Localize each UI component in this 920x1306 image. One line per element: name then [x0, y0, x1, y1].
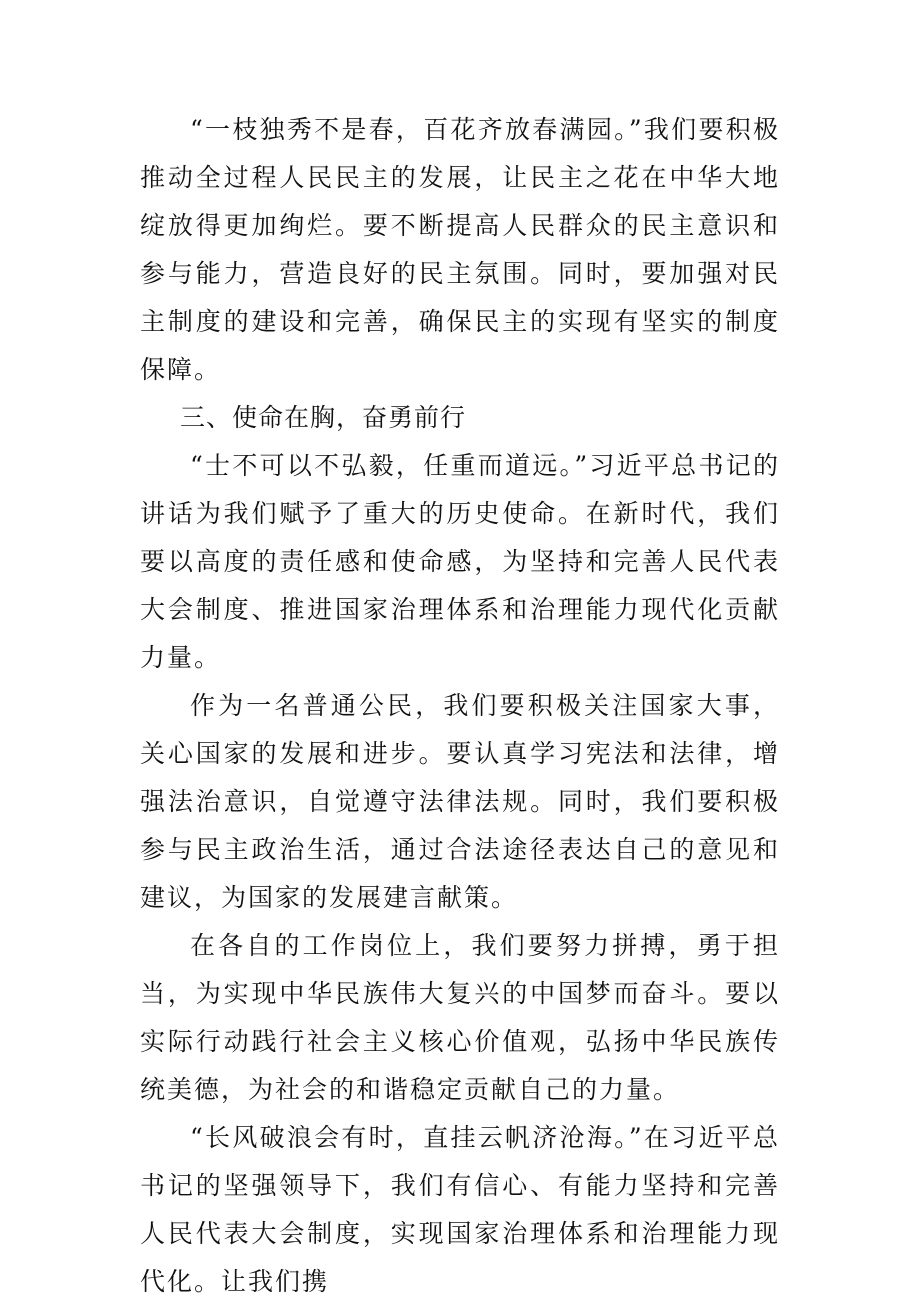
paragraph-work-posts: 在各自的工作岗位上，我们要努力拼搏，勇于担当，为实现中华民族伟大复兴的中国梦而奋斗。要以实际行动践行社会主义核心价值观，弘扬中华民族传统美德，为社会的和谐稳定贡献自己的力量。	[140, 931, 780, 1104]
paragraph-citizen: 作为一名普通公民，我们要积极关注国家大事，关心国家的发展和进步。要认真学习宪法和法律，增强法治意识，自觉遵守法律法规。同时，我们要积极参与民主政治生活，通过合法途径表达自己的意见和建议，为国家的发展建言献策。	[140, 691, 780, 912]
paragraph-democracy-flowers: “一枝独秀不是春，百花齐放春满园。”我们要积极推动全过程人民民主的发展，让民主之花在中华大地绽放得更加绚烂。要不断提高人民群众的民主意识和参与能力，营造良好的民主氛围。同时，要加强对民主制度的建设和完善，确保民主的实现有坚实的制度保障。	[140, 115, 780, 384]
paragraph-mission: “士不可以不弘毅，任重而道远。”习近平总书记的讲话为我们赋予了重大的历史使命。在新时代，我们要以高度的责任感和使命感，为坚持和完善人民代表大会制度、推进国家治理体系和治理能力现代化贡献力量。	[140, 451, 780, 672]
section-heading: 三、使命在胸，奋勇前行	[180, 403, 467, 432]
document-body	[140, 106, 780, 1306]
paragraph-closing: “长风破浪会有时，直挂云帆济沧海。”在习近平总书记的坚强领导下，我们有信心、有能力坚持和完善人民代表大会制度，实现国家治理体系和治理能力现代化。让我们携	[140, 1123, 780, 1296]
